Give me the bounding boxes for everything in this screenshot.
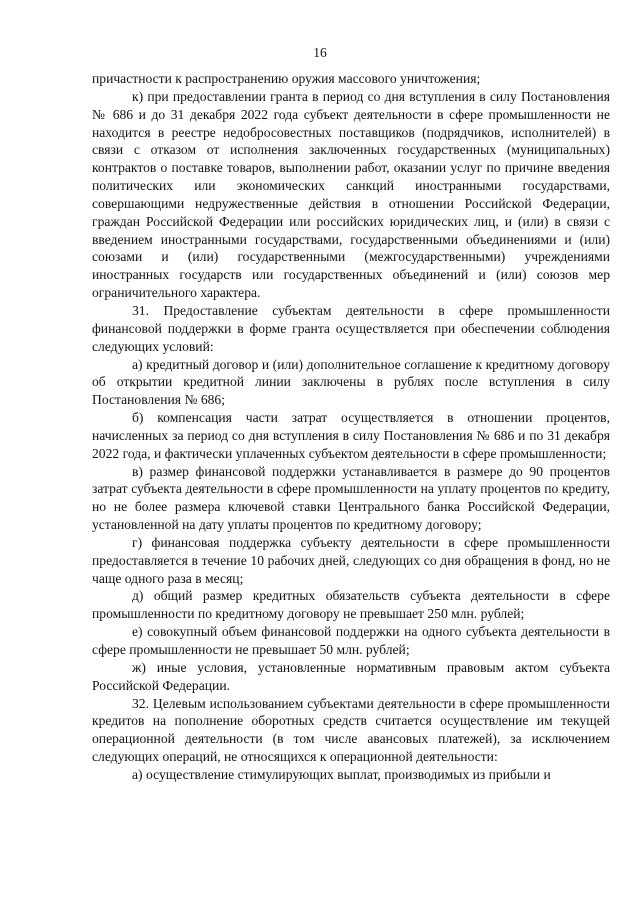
- paragraph-31-e: е) совокупный объем финансовой поддержки на одного субъекта деятельности в сфере промышленности не превышает 50 млн. рублей;: [92, 624, 610, 657]
- paragraph-31-v: в) размер финансовой поддержки устанавливается в размере до 90 процентов затрат субъекта деятельности в сфере промышленности на уплату процентов по кредиту, но не более размера ключевой ставки Центрального банка Российской Федерации, установленной на дату уплаты процентов по кредитному договору;: [92, 463, 610, 533]
- paragraph-31-zh: ж) иные условия, установленные нормативным правовым актом субъекта Российской Федерации.: [92, 659, 610, 693]
- paragraph-31-a: а) кредитный договор и (или) дополнительное соглашение к кредитному договору об открытии кредитной линии заключены в рублях после вступления в силу Постановления № 686;: [92, 356, 610, 408]
- paragraph-continuation: причастности к распространению оружия массового уничтожения;: [92, 71, 481, 86]
- paragraph-31-d: д) общий размер кредитных обязательств субъекта деятельности в сфере промышленности по кредитному договору не превышает 250 млн. рублей;: [92, 588, 610, 622]
- paragraph-item-k: к) при предоставлении гранта в период со дня вступления в силу Постановления № 686 и до 31 декабря 2022 года субъект деятельности в сфере промышленности не находится в реестре недобросовестных поставщиков (подрядчиков, исполнителей) в связи с отказом от исполнения заключенных государственных (муниципальных) контрактов о поставке товаров, выполнении работ, оказании услуг по причине введения политических или экономических санкций иностранными государствами, совершающими недружественные действия в отношении Российской Федерации, граждан Российской Федерации или российских юридических лиц, и (или) в связи с введением иностранными государствами, государственными объединениями и (или) союзами и (или) государственными (межгосударственными) учреждениями иностранных государств или государственных объединений и (или) союзов мер ограничительного характера.: [92, 88, 610, 301]
- paragraph-31-b: б) компенсация части затрат осуществляется в отношении процентов, начисленных за период со дня вступления в силу Постановления № 686 и по 31 декабря 2022 года, и фактически уплаченных субъектом деятельности в сфере промышленности;: [92, 410, 610, 461]
- document-body: [92, 70, 610, 784]
- paragraph-31-g: г) финансовая поддержка субъекту деятельности в сфере промышленности предоставляется в течение 10 рабочих дней, следующих со дня обращения в фонд, но не чаще одного раза в месяц;: [92, 534, 610, 586]
- paragraph-32: 32. Целевым использованием субъектами деятельности в сфере промышленности кредитов на пополнение оборотных средств считается осуществление им текущей операционной деятельности (в том числе авансовых платежей), за исключением следующих операций, не относящихся к операционной деятельности:: [92, 695, 610, 765]
- page-number: 16: [313, 45, 327, 60]
- paragraph-31: 31. Предоставление субъектам деятельности в сфере промышленности финансовой поддержки в форме гранта осуществляется при обеспечении соблюдения следующих условий:: [92, 302, 610, 354]
- paragraph-32-a: а) осуществление стимулирующих выплат, производимых из прибыли и: [132, 766, 551, 782]
